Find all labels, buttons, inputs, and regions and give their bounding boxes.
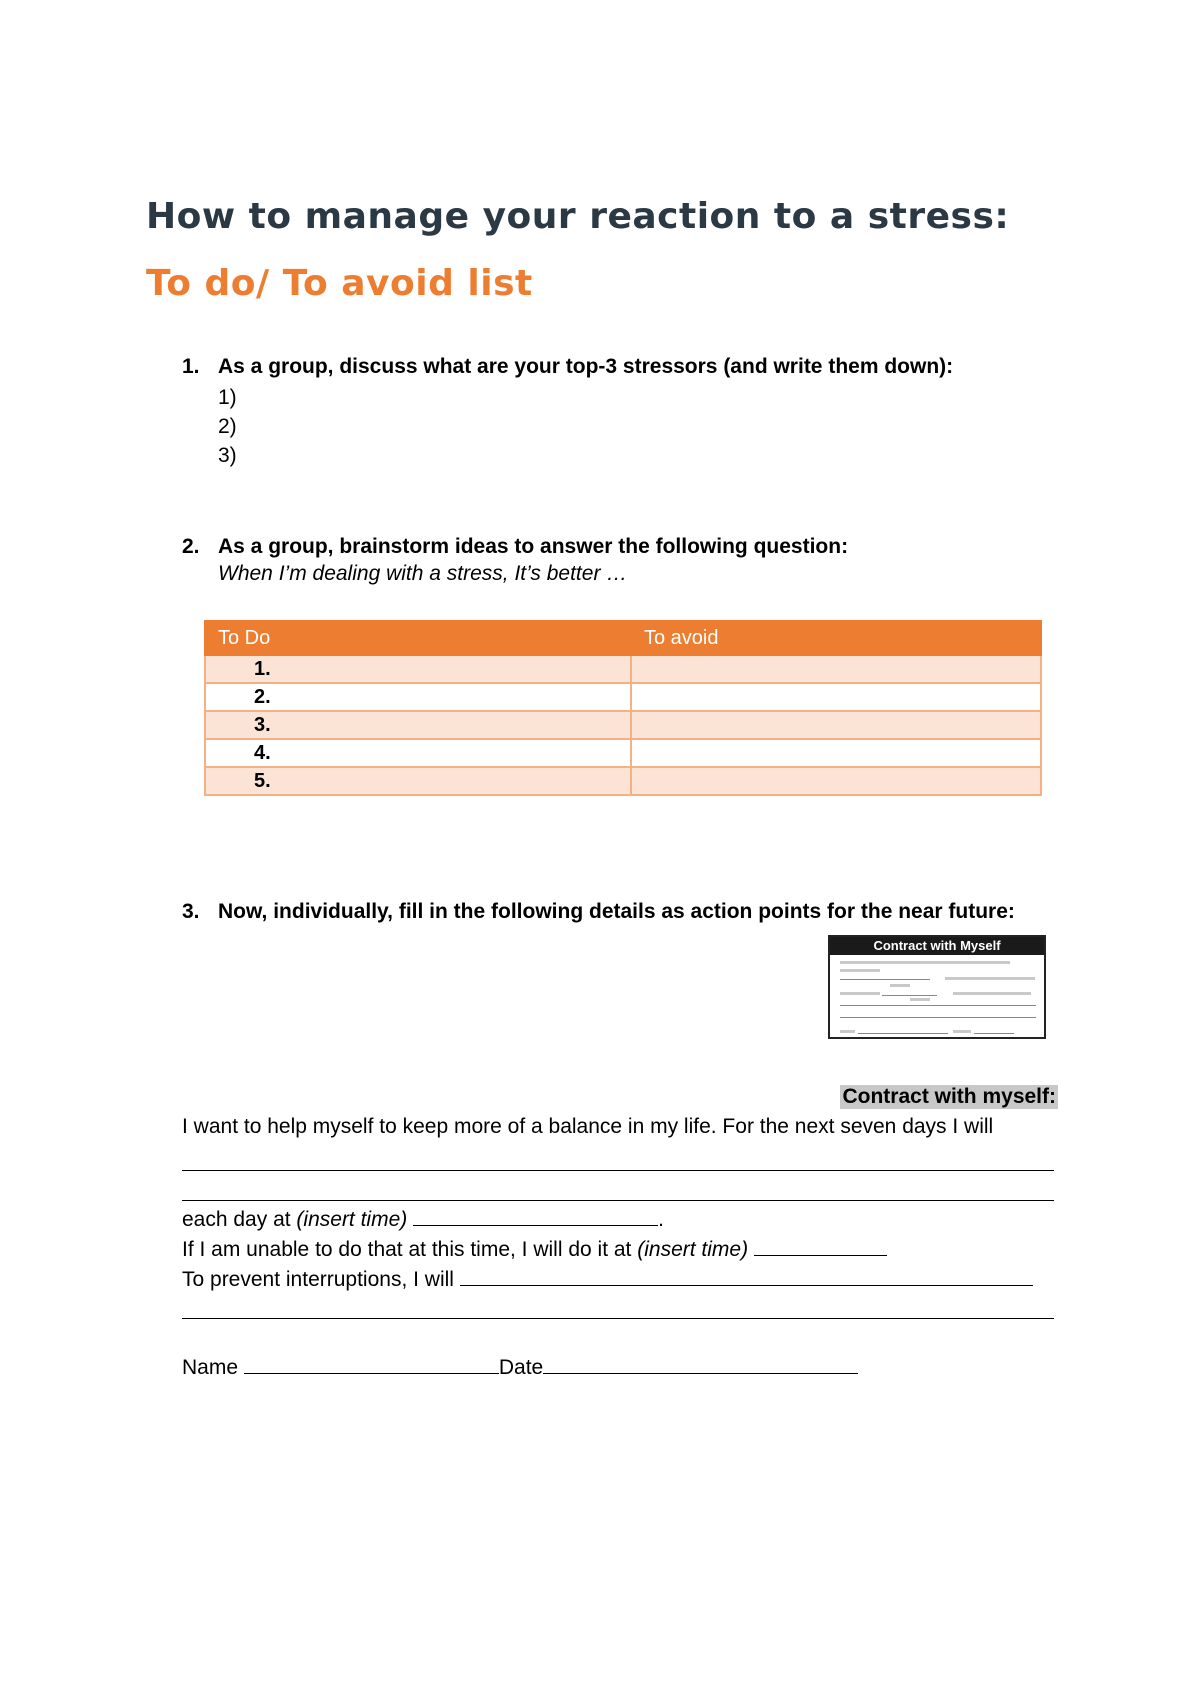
table-header-row: [205, 621, 1041, 655]
commitment-line-1[interactable]: [182, 1170, 1054, 1171]
section-3-number: 3.: [182, 900, 200, 923]
unable-time-field[interactable]: [754, 1235, 887, 1256]
contract-intro: I want to help myself to keep more of a balance in my life. For the next seven days I will: [182, 1115, 994, 1138]
each-day-suffix: .: [658, 1208, 664, 1231]
todo-cell-2[interactable]: 2.: [205, 683, 631, 711]
unable-insert-time: (insert time): [637, 1238, 749, 1261]
contract-thumbnail-title: Contract with Myself: [830, 937, 1044, 955]
section-1-text: As a group, discuss what are your top-3 stressors (and write them down):: [218, 355, 954, 378]
section-2-text: As a group, brainstorm ideas to answer the following question:: [218, 535, 849, 558]
avoid-cell-1[interactable]: [631, 655, 1041, 683]
unable-line: [182, 1235, 887, 1262]
section-2-heading: [182, 535, 848, 559]
avoid-cell-4[interactable]: [631, 739, 1041, 767]
each-day-prefix: each day at: [182, 1208, 297, 1231]
stressor-item-2[interactable]: 2): [218, 415, 237, 438]
todo-cell-5[interactable]: 5.: [205, 767, 631, 795]
prevent-line-2[interactable]: [182, 1318, 1054, 1319]
table-row: [205, 683, 1041, 711]
table-row: [205, 739, 1041, 767]
avoid-cell-3[interactable]: [631, 711, 1041, 739]
section-1-number: 1.: [182, 355, 200, 378]
todo-cell-1[interactable]: 1.: [205, 655, 631, 683]
contract-label: Contract with myself:: [842, 1085, 1056, 1108]
todo-cell-4[interactable]: 4.: [205, 739, 631, 767]
signature-line: [182, 1353, 858, 1380]
unable-prefix: If I am unable to do that at this time, I will do it at: [182, 1238, 638, 1261]
todo-avoid-table: [204, 620, 1042, 796]
prevent-field[interactable]: [460, 1265, 1033, 1286]
avoid-cell-5[interactable]: [631, 767, 1041, 795]
prevent-line: [182, 1265, 1033, 1292]
section-2-number: 2.: [182, 535, 200, 558]
prevent-prefix: To prevent interruptions, I will: [182, 1268, 460, 1291]
date-field[interactable]: [543, 1353, 858, 1374]
table-row: [205, 655, 1041, 683]
stressor-item-1[interactable]: 1): [218, 386, 237, 409]
section-3-heading: [182, 900, 1015, 924]
page-title: How to manage your reaction to a stress:: [146, 196, 1010, 237]
todo-cell-3[interactable]: 3.: [205, 711, 631, 739]
section-2-question: When I’m dealing with a stress, It’s better …: [218, 562, 628, 585]
table-row: [205, 711, 1041, 739]
section-3-text: Now, individually, fill in the following details as action points for the near future:: [218, 900, 1015, 923]
header-to-avoid: To avoid: [631, 621, 1041, 655]
name-label: Name: [182, 1356, 244, 1379]
date-label: Date: [498, 1356, 544, 1379]
stressor-item-3[interactable]: 3): [218, 444, 237, 467]
stressor-list: [218, 383, 237, 470]
commitment-line-2[interactable]: [182, 1200, 1054, 1201]
contract-thumbnail-image: [828, 935, 1046, 1039]
each-day-insert-time: (insert time): [296, 1208, 408, 1231]
each-day-line: [182, 1205, 664, 1232]
name-field[interactable]: [244, 1353, 499, 1374]
page-subtitle: To do/ To avoid list: [146, 263, 533, 304]
table-row: [205, 767, 1041, 795]
each-day-time-field[interactable]: [413, 1205, 658, 1226]
avoid-cell-2[interactable]: [631, 683, 1041, 711]
section-1-heading: [182, 355, 953, 379]
header-to-do: To Do: [205, 621, 631, 655]
